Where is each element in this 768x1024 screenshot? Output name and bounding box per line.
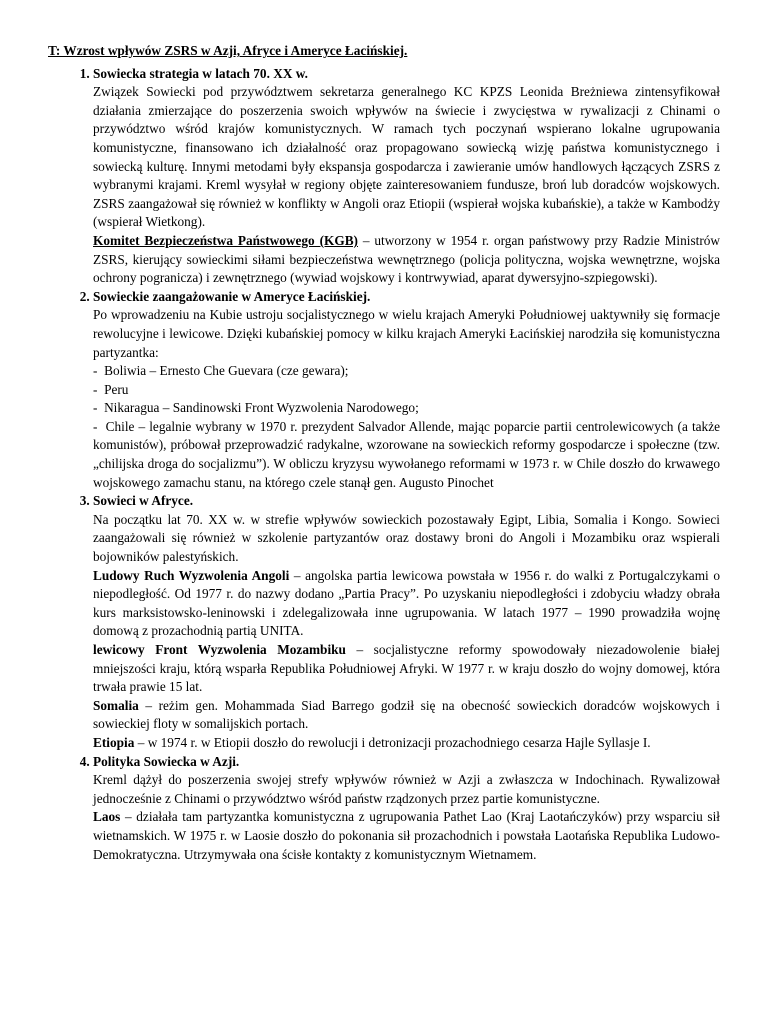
section-heading: 3. Sowieci w Afryce. [93,493,194,509]
definition-mozambique [93,641,720,697]
definition-angola [93,567,720,641]
list-item: - Nikaragua – Sandinowski Front Wyzwolenia Narodowego; [93,399,720,418]
list-item: - Boliwia – Ernesto Che Guevara (cze gewara); [93,362,720,381]
list-item: - Peru [93,381,720,400]
section-soviet-strategy [93,65,720,288]
section-heading: 4. Polityka Sowiecka w Azji. [93,753,240,769]
term-laos: Laos [93,809,121,825]
paragraph: Na początku lat 70. XX w. w strefie wpływów sowieckich pozostawały Egipt, Libia, Somalia i Kongo. Sowieci zaangażowali się również w szkolenie partyzantów oraz dostawy broni do Angoli i Mozambiku oraz wspierali bojowników palestyńskich. [93,511,720,565]
document-title: T: Wzrost wpływów ZSRS w Azji, Afryce i Ameryce Łacińskiej. [48,43,408,58]
definition-text: – angolska partia lewicowa powstała w 1956 r. do walki z Portugalczykami o niepodległość. Od 1977 r. do nazwy dodano „Partia Pracy”. Po uzyskaniu niepodległości i zdobyciu władzy obrała kurs marksistowsko-leninowski i zdelegalizowała inne ugrupowania. W latach 1977 – 1990 prowadziła wojnę domową z prozachodnią partią UNITA. [93,567,720,639]
term-kgb: Komitet Bezpieczeństwa Państwowego (KGB) [93,232,358,248]
definition-laos [93,808,720,864]
term-angola: Ludowy Ruch Wyzwolenia Angoli [93,567,290,583]
paragraph: Związek Sowiecki pod przywództwem sekretarza generalnego KC KPZS Leonida Breżniewa zintensyfikował działania zmierzające do poszerzenia swoich wpływów na świecie i zwycięstwa w rywalizacji z Chinami o przywództwo wśród krajów komunistycznych. W ramach tych poczynań wspierano lokalne ugrupowania komunistyczne, finansowano ich działalność oraz propagowano sowiecką wizję państwa komunistycznego i sowiecką kulturę. Innymi metodami były ekspansja gospodarcza i zawieranie umów handlowych łączących ZSRS z wybranymi krajami. Kreml wysyłał w regiony objęte zainteresowaniem fundusze, broń lub doradców wojskowych. ZSRS zaangażował się również w konflikty w Angoli oraz Etiopii (wspierał wojska kubańskie), a także w Kambodży (wspierał Wietkong). [93,84,720,230]
term-ethiopia: Etiopia [93,734,135,750]
section-africa [93,492,720,752]
definition-text: – reżim gen. Mohammada Siad Barrego godził się na obecność sowieckich doradców wojskowych i sowieckiej floty w somalijskich portach. [93,697,720,732]
paragraph: Kreml dążył do poszerzenia swojej strefy wpływów również w Azji a zwłaszcza w Indochinach. Rywalizował jednocześnie z Chinami o przywództwo wśród państw rządzonych przez partie komunistyczne. [93,772,720,806]
section-asia [93,753,720,865]
definition-somalia [93,697,720,734]
section-heading: 1. Sowiecka strategia w latach 70. XX w. [93,65,308,81]
term-mozambique: lewicowy Front Wyzwolenia Mozambiku [93,642,346,657]
definition-text: – utworzony w 1954 r. organ państwowy przy Radzie Ministrów ZSRS, kierujący sowieckimi siłami bezpieczeństwa wewnętrznego (policja polityczna, wojska wewnętrzne, wojska ochrony pogranicza) i zewnętrznego (wywiad wojskowy i kontrwywiad, aparat dywersyjno-szpiegowski). [93,232,721,286]
term-somalia: Somalia [93,697,139,713]
definition-ethiopia [93,734,720,753]
paragraph: Po wprowadzeniu na Kubie ustroju socjalistycznego w wielu krajach Ameryki Południowej uaktywniły się formacje rewolucyjne i lewicowe. Dzięki kubańskiej pomocy w kilku krajach Ameryki Łacińskiej narodziła się komunistyczna partyzantka: [93,307,720,360]
section-heading: 2. Sowieckie zaangażowanie w Ameryce Łacińskiej. [93,288,371,304]
definition-text: – socjalistyczne reformy spowodowały niezadowolenie białej mniejszości kraju, którą wsparła Republika Południowej Afryki. W 1977 r. w kraju doszło do wojny domowej, która trwała prawie 15 lat. [93,642,720,695]
definition-text: – w 1974 r. w Etiopii doszło do rewolucji i detronizacji prozachodniego cesarza Hajle Syllasje I. [134,734,651,750]
definition-kgb [93,232,720,288]
list-item: - Chile – legalnie wybrany w 1970 r. prezydent Salvador Allende, mając poparcie partii centrolewicowych (a także komunistów), próbował przeprowadzić radykalne, wzorowane na sowieckich reformy gospodarcze i społeczne (tzw. „chilijska droga do socjalizmu”). W obliczu kryzysu wywołanego reformami w 1973 r. w Chile doszło do krwawego wojskowego zamachu stanu, na którego czele stanął gen. Augusto Pinochet [93,418,720,492]
country-list [93,362,720,492]
definition-text: – działała tam partyzantka komunistyczna z ugrupowania Pathet Lao (Kraj Laotańczyków) przy wsparciu sił wietnamskich. W 1975 r. w Laosie doszło do pokonania sił prozachodnich i powstała Laotańska Republika Ludowo-Demokratyczna. Utrzymywała ona ścisłe kontakty z komunistycznym Wietnamem. [93,809,720,862]
section-list [48,65,720,865]
section-latin-america [93,288,720,493]
